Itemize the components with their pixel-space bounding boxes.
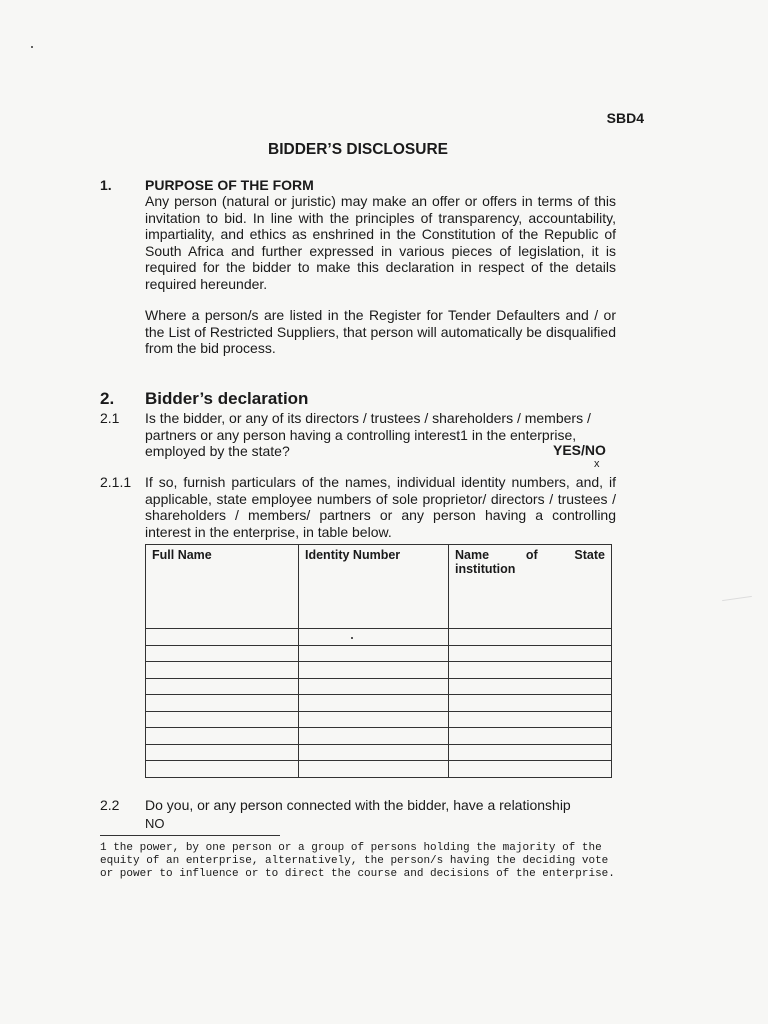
cell[interactable] — [299, 744, 449, 761]
table-row — [146, 678, 612, 695]
question-2-1-text: Is the bidder, or any of its directors / trustees / shareholders / members / partners or any person having a controlling interest1 in the enterprise, employed by the state? — [145, 410, 591, 459]
cell[interactable] — [146, 678, 299, 695]
column-identity-number: Identity Number — [299, 545, 449, 629]
table-row — [146, 711, 612, 728]
question-2-1-1-text: If so, furnish particulars of the names, individual identity numbers, and, if applicable, state employee numbers of sole proprietor/ directors / trustees / shareholders / members/ partners or any person having a controlling interest in the enterprise, in table below. — [145, 474, 616, 540]
cell[interactable] — [146, 629, 299, 646]
cell[interactable] — [146, 645, 299, 662]
cell[interactable] — [449, 728, 612, 745]
section-2-number: 2. — [100, 389, 115, 408]
section-1-paragraph-1: Any person (natural or juristic) may make an offer or offers in terms of this invitation to bid. In line with the principles of transparency, accountability, impartiality, and ethics as enshrined in the Constitution of the Republic of South Africa and further expressed in various pieces of legislation, it is required for the bidder to make this declaration in respect of the details required hereunder. — [145, 193, 616, 292]
cell[interactable] — [146, 695, 299, 712]
particulars-table — [145, 544, 612, 778]
cell[interactable] — [449, 645, 612, 662]
cell[interactable] — [449, 695, 612, 712]
cell[interactable] — [146, 662, 299, 679]
cell[interactable] — [299, 645, 449, 662]
section-1-paragraph-2: Where a person/s are listed in the Register for Tender Defaulters and / or the List of Restricted Suppliers, that person will automatically be disqualified from the bid process. — [145, 307, 616, 356]
scan-dot — [31, 46, 33, 48]
cell[interactable] — [146, 711, 299, 728]
table-header-row — [146, 545, 612, 629]
section-1-number: 1. — [100, 177, 112, 193]
table-row — [146, 662, 612, 679]
question-2-1-number: 2.1 — [100, 410, 120, 426]
table-row — [146, 728, 612, 745]
cell[interactable] — [449, 711, 612, 728]
page-title: BIDDER’S DISCLOSURE — [268, 141, 448, 158]
cell[interactable] — [299, 711, 449, 728]
table-row — [146, 761, 612, 778]
table-row — [146, 645, 612, 662]
column-state-word-state: State — [574, 548, 605, 562]
cell[interactable] — [299, 728, 449, 745]
cell[interactable] — [299, 695, 449, 712]
question-2-2-number: 2.2 — [100, 797, 120, 813]
cell[interactable] — [299, 629, 449, 646]
yes-no-option: YES/NO — [553, 442, 606, 458]
column-state-word-institution: institution — [455, 562, 516, 576]
column-state-word-of: of — [525, 548, 538, 562]
cell[interactable] — [299, 678, 449, 695]
cell[interactable] — [146, 761, 299, 778]
question-2-2-answer: NO — [145, 816, 165, 831]
form-code: SBD4 — [606, 110, 644, 126]
section-2-heading: Bidder’s declaration — [145, 389, 309, 408]
table-row — [146, 629, 612, 646]
column-full-name: Full Name — [146, 545, 299, 629]
cell[interactable] — [146, 728, 299, 745]
question-2-2-text: Do you, or any person connected with the bidder, have a relationship — [145, 797, 571, 813]
scan-mark — [722, 596, 752, 601]
scan-speck — [351, 637, 353, 639]
column-state-institution — [449, 545, 612, 629]
cell[interactable] — [449, 678, 612, 695]
cell[interactable] — [299, 761, 449, 778]
table-row — [146, 744, 612, 761]
cell[interactable] — [449, 629, 612, 646]
footnote-divider — [100, 835, 280, 836]
cell[interactable] — [146, 744, 299, 761]
table-row — [146, 695, 612, 712]
cell[interactable] — [449, 761, 612, 778]
cell[interactable] — [449, 744, 612, 761]
cell[interactable] — [449, 662, 612, 679]
question-2-1-1-number: 2.1.1 — [100, 474, 132, 490]
yes-no-mark: x — [594, 458, 600, 470]
column-state-word-name: Name — [455, 548, 490, 562]
section-1-heading: PURPOSE OF THE FORM — [145, 177, 314, 193]
cell[interactable] — [299, 662, 449, 679]
footnote: 1 the power, by one person or a group of persons holding the majority of the equity of an enterprise, alternatively, the person/s having the deciding vote or power to influence or to direct the course and decisions of the enterprise. — [100, 842, 615, 880]
